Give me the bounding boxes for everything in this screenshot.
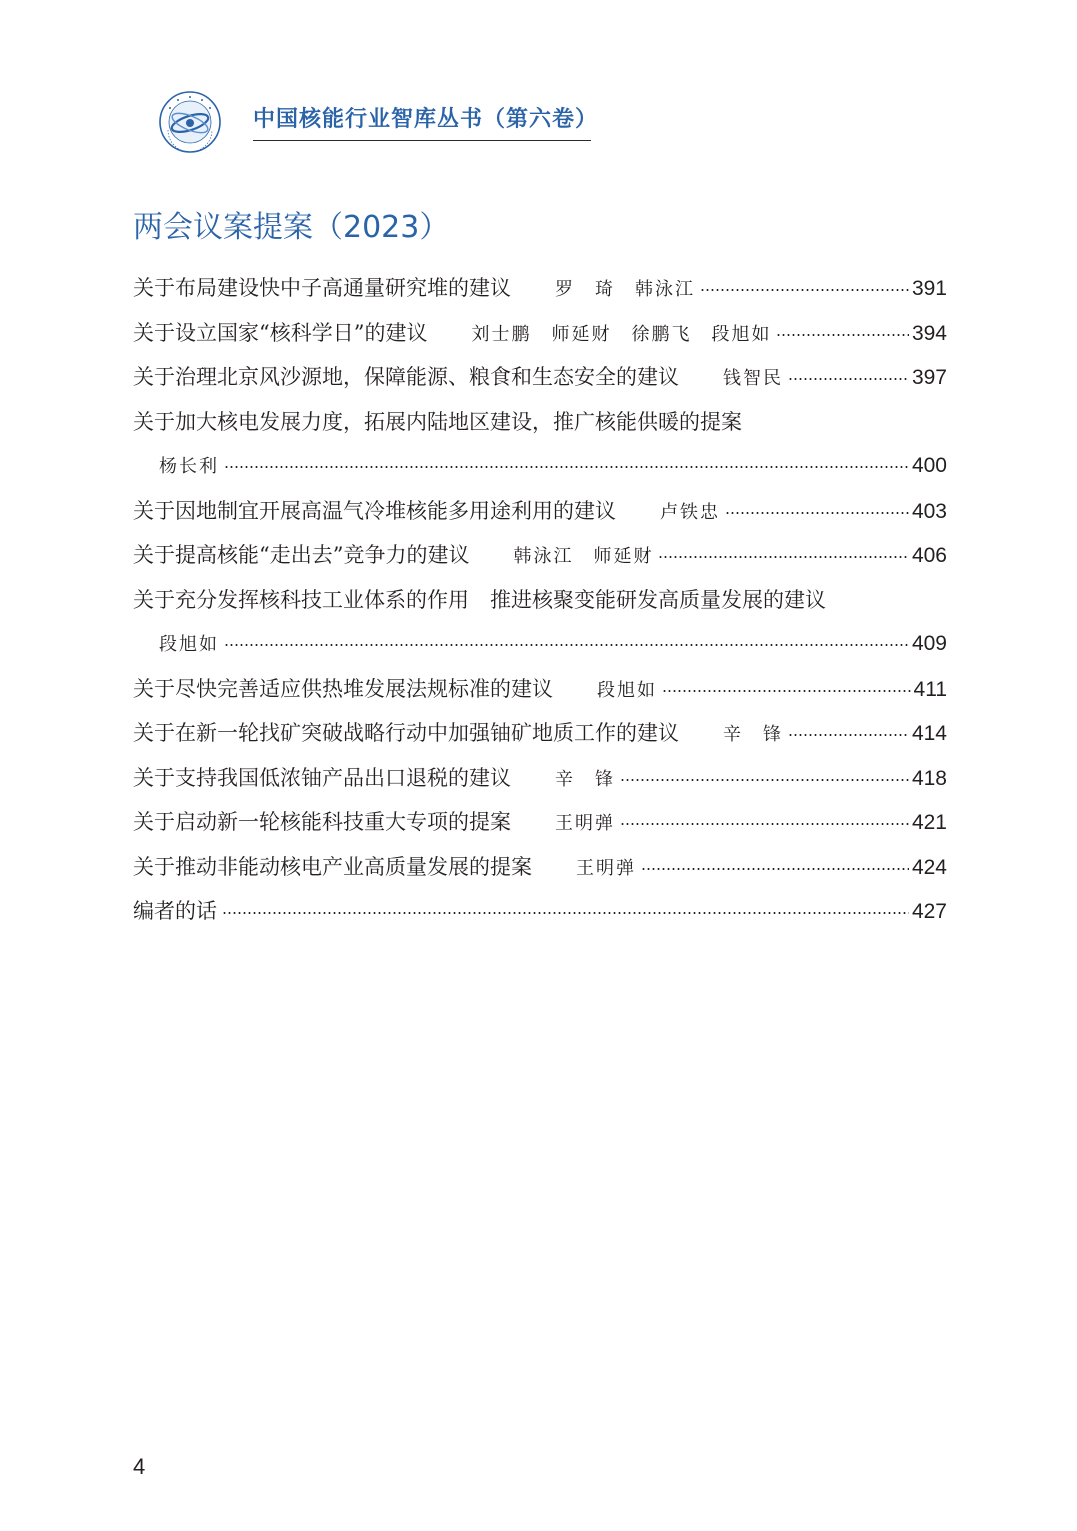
dot-leader: [725, 508, 909, 518]
toc-entry-page: 391: [911, 277, 947, 300]
toc-entry-page: 421: [911, 811, 947, 834]
toc-entry-page: 397: [911, 366, 947, 389]
toc-entry-page: 414: [911, 722, 947, 745]
toc-entry[interactable]: [133, 400, 947, 445]
toc-entry[interactable]: [133, 711, 947, 756]
toc-entry-title: 关于充分发挥核科技工业体系的作用 推进核聚变能研发高质量发展的建议: [133, 587, 826, 612]
toc-entry-title: 关于治理北京风沙源地，保障能源、粮食和生态安全的建议: [133, 365, 679, 389]
toc-entry-page: 403: [911, 499, 947, 523]
toc-entry[interactable]: [133, 533, 947, 578]
toc-entry-page: 400: [911, 454, 947, 477]
toc-entry-page: 424: [911, 855, 947, 879]
toc-entry-title: 关于布局建设快中子高通量研究堆的建议: [133, 276, 511, 300]
toc-entry-page: 411: [913, 677, 947, 701]
dot-leader: [620, 819, 909, 829]
toc-entry-authors: 卢铁忠: [660, 501, 720, 523]
toc-entry[interactable]: [133, 756, 947, 801]
dot-leader: [788, 374, 909, 384]
page-number: 4: [133, 1454, 146, 1479]
dot-leader: [776, 330, 908, 340]
page-header: [158, 90, 598, 150]
header-divider: [253, 140, 591, 141]
toc-entry[interactable]: [133, 667, 947, 712]
toc-entry-title: 编者的话: [133, 899, 217, 923]
dot-leader: [224, 462, 909, 472]
toc-entry[interactable]: [133, 355, 947, 400]
toc-entry[interactable]: [133, 845, 947, 890]
toc-entry-authors: 韩泳江 师延财: [513, 546, 654, 567]
dot-leader: [620, 775, 909, 785]
dot-leader: [224, 640, 909, 650]
toc-entry[interactable]: [133, 800, 947, 845]
toc-entry[interactable]: [133, 889, 947, 934]
toc-entry[interactable]: [133, 489, 947, 534]
toc-entry-authors: 王明弹: [576, 857, 636, 879]
toc-entry-authors: 段旭如: [597, 679, 657, 701]
toc-entry-authors: 段旭如: [159, 634, 219, 655]
toc-entry-continuation[interactable]: [133, 444, 947, 489]
toc-entry-title: 关于设立国家“核科学日”的建议: [133, 320, 428, 345]
dot-leader: [658, 552, 908, 562]
dot-leader: [641, 864, 909, 874]
toc-entry-page: 409: [911, 632, 947, 655]
toc-entry-title: 关于推动非能动核电产业高质量发展的提案: [133, 854, 532, 879]
toc-entry[interactable]: [133, 578, 947, 623]
toc-entry-page: 427: [911, 900, 947, 923]
toc-entry[interactable]: [133, 266, 947, 311]
toc-entry-authors: 辛 锋: [555, 768, 615, 790]
toc-entry-authors: 王明弹: [555, 813, 615, 834]
toc-entry-continuation[interactable]: [133, 622, 947, 667]
toc-entry-title: 关于启动新一轮核能科技重大专项的提案: [133, 810, 511, 834]
dot-leader: [662, 686, 911, 696]
toc-entry-title: 关于尽快完善适应供热堆发展法规标准的建议: [133, 676, 553, 701]
toc-entry[interactable]: [133, 311, 947, 356]
dot-leader: [700, 285, 909, 295]
toc-entry-page: 394: [911, 321, 947, 345]
toc-entry-title: 关于提高核能“走出去”竞争力的建议: [133, 543, 470, 567]
toc-entry-authors: 辛 锋: [723, 724, 783, 745]
toc-entry-title: 关于在新一轮找矿突破战略行动中加强铀矿地质工作的建议: [133, 721, 679, 745]
toc-entry-authors: 钱智民: [723, 368, 783, 389]
toc-entry-page: 418: [911, 766, 947, 790]
toc-entry-authors: 罗 琦 韩泳江: [555, 279, 695, 300]
toc-entry-authors: 刘士鹏 师延财 徐鹏飞 段旭如: [471, 323, 772, 345]
series-title: 中国核能行业智库丛书（第六卷）: [253, 106, 599, 132]
dot-leader: [222, 908, 909, 918]
toc-entry-authors: 杨长利: [159, 456, 219, 477]
toc-entry-page: 406: [911, 544, 947, 567]
dot-leader: [788, 730, 909, 740]
toc-entry-title: 关于加大核电发展力度，拓展内陆地区建设，推广核能供暖的提案: [133, 409, 742, 434]
association-logo-icon: [158, 90, 222, 154]
toc-entry-title: 关于因地制宜开展高温气冷堆核能多用途利用的建议: [133, 498, 616, 523]
toc-entry-title: 关于支持我国低浓铀产品出口退税的建议: [133, 765, 511, 790]
section-title: 两会议案提案（2023）: [133, 210, 450, 245]
table-of-contents: [133, 266, 947, 934]
